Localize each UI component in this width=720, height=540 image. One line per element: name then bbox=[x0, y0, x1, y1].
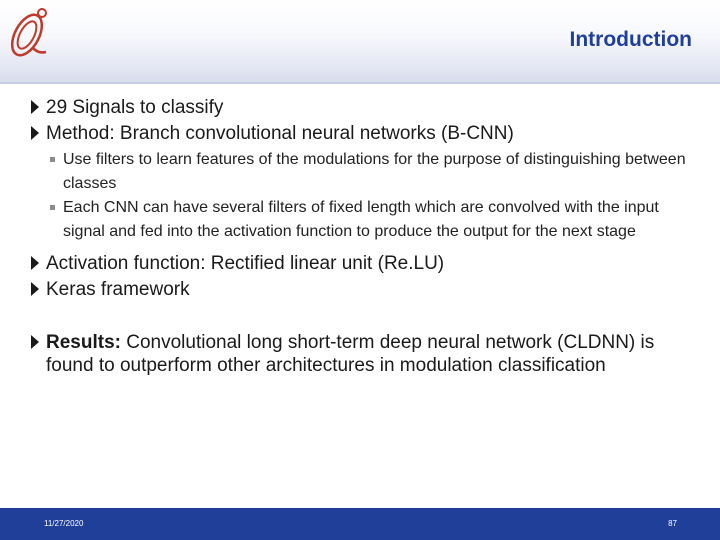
bullet-keras bbox=[30, 278, 690, 301]
bullet-arrow-icon bbox=[31, 126, 39, 140]
slide-header bbox=[0, 0, 720, 84]
bullet-text: 29 Signals to classify bbox=[46, 97, 224, 118]
slide-footer bbox=[0, 508, 720, 540]
results-text: Convolutional long short-term deep neural network (CLDNN) is found to outperform other architectures in modulation classification bbox=[46, 332, 655, 376]
bullet-method bbox=[30, 122, 690, 145]
sub-bullet-cnn bbox=[48, 196, 690, 244]
bullet-arrow-icon bbox=[31, 100, 39, 114]
logo-icon bbox=[2, 2, 54, 66]
bullet-arrow-icon bbox=[31, 282, 39, 296]
bullet-text: Keras framework bbox=[46, 279, 190, 300]
bullet-arrow-icon bbox=[31, 256, 39, 270]
sub-bullet-filters bbox=[48, 148, 690, 196]
square-bullet-icon bbox=[50, 205, 55, 210]
bullet-results bbox=[30, 331, 690, 377]
results-label: Results: bbox=[46, 332, 121, 353]
bullet-text: Method: Branch convolutional neural networks (B-CNN) bbox=[46, 123, 514, 144]
bullet-signals bbox=[30, 96, 690, 119]
bullet-arrow-icon bbox=[31, 335, 39, 349]
slide-content bbox=[30, 96, 690, 377]
sub-bullet-text: Use filters to learn features of the modulations for the purpose of distinguishing between classes bbox=[63, 151, 686, 192]
bullet-text bbox=[46, 331, 690, 377]
sub-bullet-text: Each CNN can have several filters of fixed length which are convolved with the input signal and fed into the activation function to produce the output for the next stage bbox=[63, 199, 659, 240]
bullet-activation bbox=[30, 252, 690, 275]
slide-title: Introduction bbox=[569, 28, 692, 51]
footer-date: 11/27/2020 bbox=[44, 519, 84, 528]
bullet-text: Activation function: Rectified linear unit (Re.LU) bbox=[46, 253, 445, 274]
square-bullet-icon bbox=[50, 157, 55, 162]
page-number: 87 bbox=[668, 519, 677, 528]
